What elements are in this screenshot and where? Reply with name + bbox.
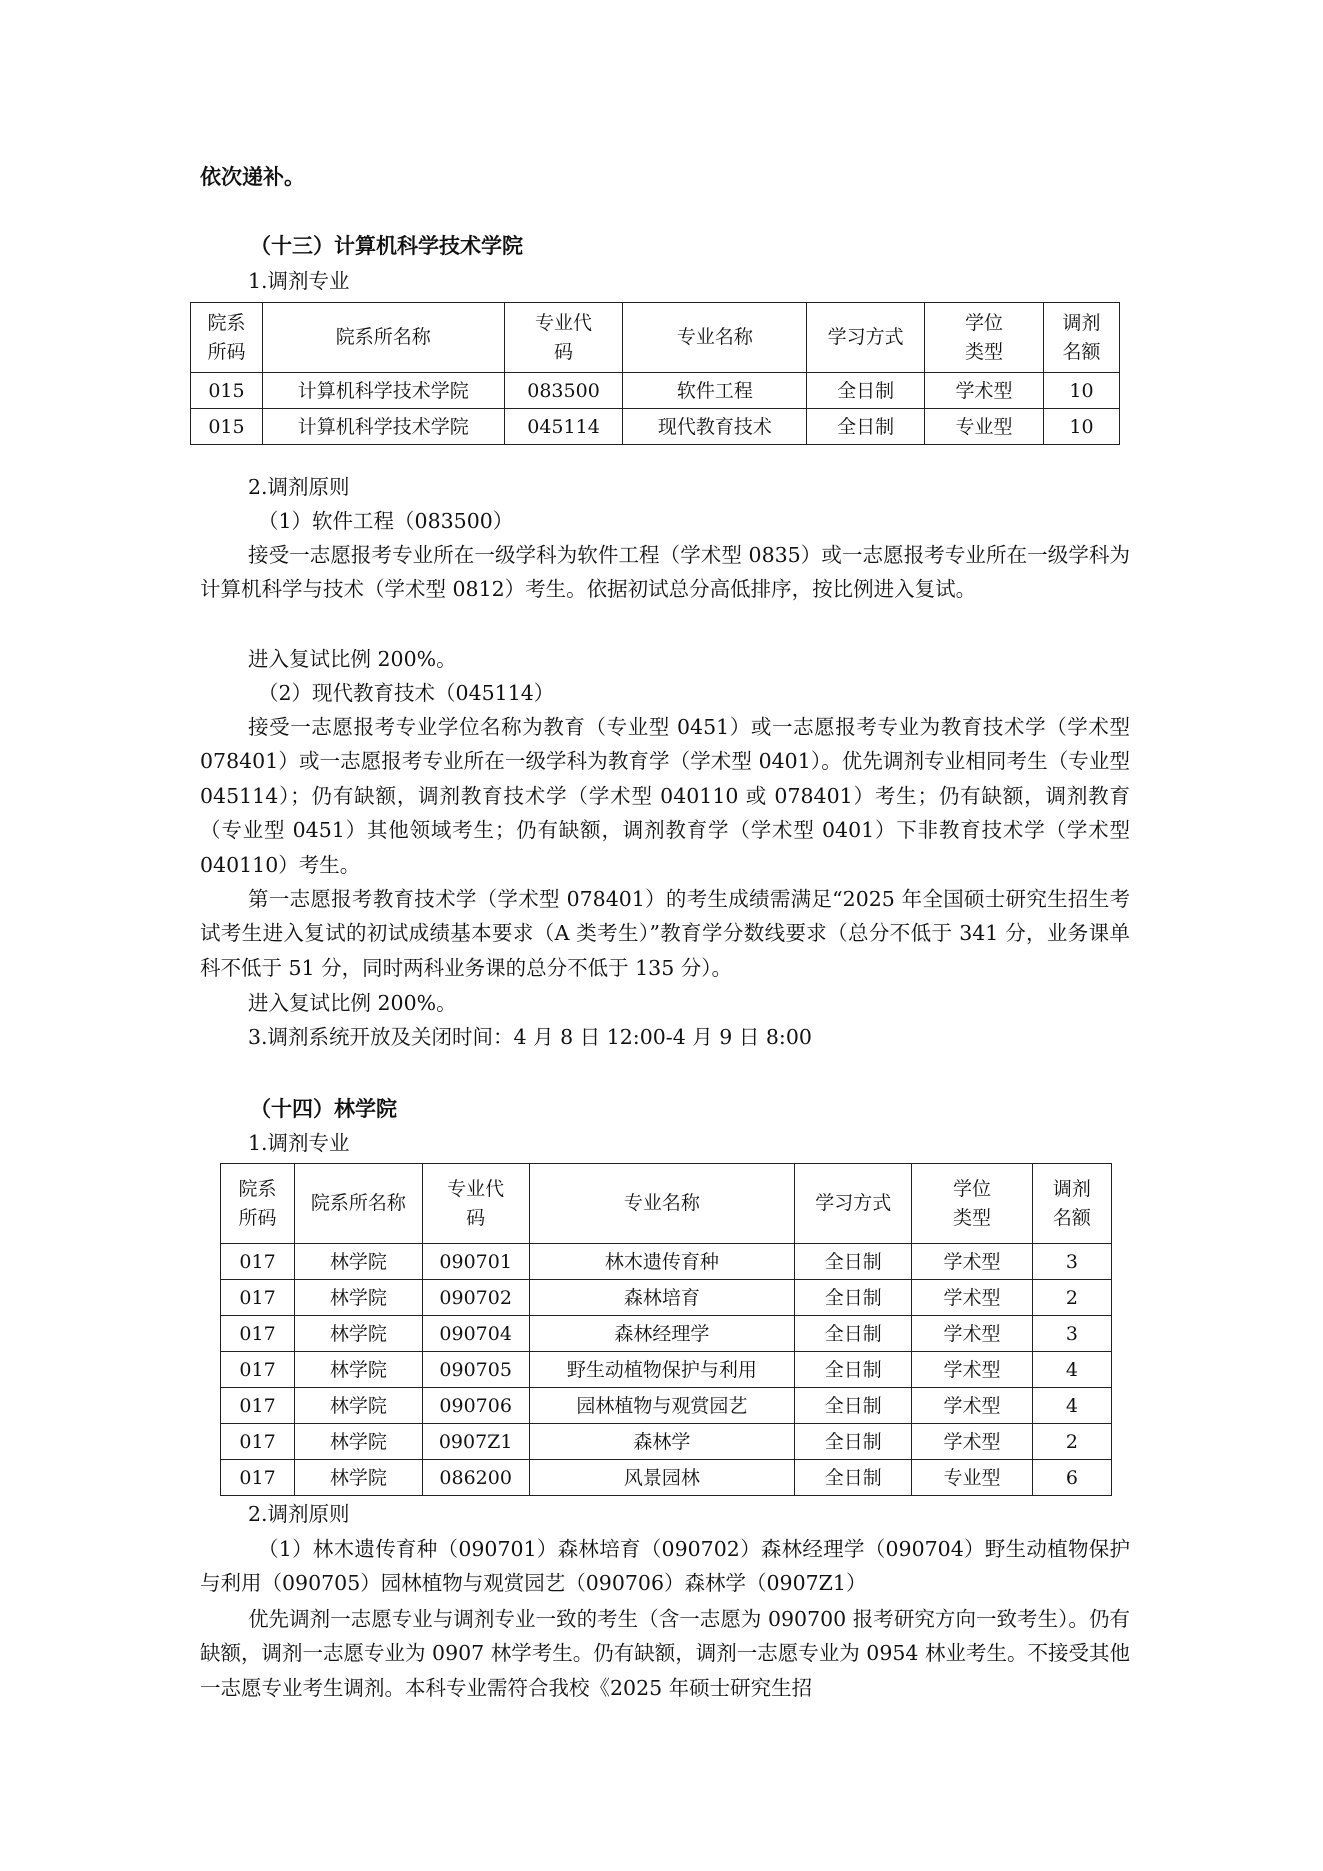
table-cell: 3 [1032, 1244, 1111, 1280]
header-cell: 学习方式 [795, 1164, 912, 1244]
header-cell: 学位类型 [912, 1164, 1032, 1244]
table-row [221, 1244, 1112, 1280]
intro-tail-text: 依次递补。 [200, 165, 305, 189]
table-cell: 10 [1043, 409, 1119, 445]
table-cell: 017 [221, 1316, 295, 1352]
table-cell: 森林学 [529, 1424, 794, 1460]
section-14-item1-paragraph: 优先调剂一志愿专业与调剂专业一致的考生（含一志愿为 090700 报考研究方向一致考生）。仍有缺额，调剂一志愿专业为 0907 林学考生。仍有缺额，调剂一志愿专业为 0954 林业考生。不接受其他一志愿专业考生调剂。本科专业需符合我校《2025 年硕士研究生招 [200, 1607, 1130, 1700]
table-cell: 090701 [422, 1244, 529, 1280]
header-cell: 专业名称 [529, 1164, 794, 1244]
table-row [221, 1352, 1112, 1388]
section-14-sub2: 2.调剂原则 [248, 1502, 350, 1526]
table-row [221, 1460, 1112, 1496]
section-14-item1-title: （1）林木遗传育种（090701）森林培育（090702）森林经理学（090704）野生动植物保护与利用（090705）园林植物与观赏园艺（090706）森林学（0907Z1） [200, 1537, 1130, 1596]
section-13-sub1: 1.调剂专业 [248, 269, 350, 293]
table-cell: 专业型 [925, 409, 1044, 445]
table-cell: 2 [1032, 1424, 1111, 1460]
table-cell: 风景园林 [529, 1460, 794, 1496]
section-13-item2-title: （2）现代教育技术（045114） [258, 681, 555, 705]
table-cell: 015 [191, 409, 263, 445]
table-cell: 全日制 [795, 1316, 912, 1352]
table-cell: 全日制 [807, 373, 925, 409]
section-13-item2-requirement: 第一志愿报考教育技术学（学术型 078401）的考生成绩需满足“2025 年全国硕士研究生招生考试考生进入复试的初试成绩基本要求（A 类考生）”教育学分数线要求（总分不低于 341 分，业务课单科不低于 51 分，同时两科业务课的总分不低于 135 分）。 [200, 887, 1130, 980]
table-cell: 林学院 [295, 1316, 423, 1352]
table-cell: 083500 [504, 373, 623, 409]
table-header-row [191, 303, 1120, 373]
table-cell: 017 [221, 1424, 295, 1460]
table-cell: 学术型 [912, 1424, 1032, 1460]
section-14-sub1: 1.调剂专业 [248, 1131, 350, 1155]
table-cell: 林学院 [295, 1388, 423, 1424]
table-cell: 017 [221, 1388, 295, 1424]
table-cell: 全日制 [795, 1424, 912, 1460]
header-cell: 调剂名额 [1032, 1164, 1111, 1244]
table-cell: 090706 [422, 1388, 529, 1424]
header-cell: 院系所名称 [295, 1164, 423, 1244]
table-row [221, 1280, 1112, 1316]
table-cell: 学术型 [912, 1244, 1032, 1280]
table-cell: 软件工程 [623, 373, 807, 409]
header-cell: 调剂名额 [1043, 303, 1119, 373]
section-13-item1-title: （1）软件工程（083500） [258, 509, 514, 533]
table-cell: 6 [1032, 1460, 1111, 1496]
table-cell: 学术型 [912, 1352, 1032, 1388]
table-cell: 林学院 [295, 1352, 423, 1388]
table-cell: 全日制 [795, 1460, 912, 1496]
table-cell: 全日制 [795, 1352, 912, 1388]
table-row [221, 1388, 1112, 1424]
table-cell: 学术型 [925, 373, 1044, 409]
table-cell: 全日制 [795, 1388, 912, 1424]
table-row [191, 409, 1120, 445]
table-cell: 017 [221, 1460, 295, 1496]
section-13-sub3: 3.调剂系统开放及关闭时间：4 月 8 日 12:00-4 月 9 日 8:00 [248, 1025, 812, 1049]
table-cell: 017 [221, 1280, 295, 1316]
table-row [191, 373, 1120, 409]
section-13-item1-paragraph: 接受一志愿报考专业所在一级学科为软件工程（学术型 0835）或一志愿报考专业所在一级学科为计算机科学与技术（学术型 0812）考生。依据初试总分高低排序，按比例进入复试。 [200, 543, 1130, 602]
table-row [221, 1424, 1112, 1460]
section-14-title: （十四）林学院 [250, 1097, 397, 1121]
table-cell: 017 [221, 1352, 295, 1388]
table-cell: 学术型 [912, 1388, 1032, 1424]
section-14-table [220, 1163, 1112, 1496]
table-cell: 计算机科学技术学院 [262, 409, 504, 445]
table-cell: 090702 [422, 1280, 529, 1316]
table-cell: 园林植物与观赏园艺 [529, 1388, 794, 1424]
section-13-item1-ratio: 进入复试比例 200%。 [248, 647, 457, 671]
header-cell: 专业代码 [504, 303, 623, 373]
table-cell: 全日制 [795, 1280, 912, 1316]
table-cell: 3 [1032, 1316, 1111, 1352]
table-cell: 现代教育技术 [623, 409, 807, 445]
table-cell: 学术型 [912, 1280, 1032, 1316]
table-cell: 全日制 [807, 409, 925, 445]
header-cell: 院系所名称 [262, 303, 504, 373]
header-cell: 学习方式 [807, 303, 925, 373]
table-header-row [221, 1164, 1112, 1244]
header-cell: 学位类型 [925, 303, 1044, 373]
table-cell: 学术型 [912, 1316, 1032, 1352]
table-cell: 0907Z1 [422, 1424, 529, 1460]
section-13-table [190, 302, 1120, 445]
table-cell: 045114 [504, 409, 623, 445]
table-cell: 2 [1032, 1280, 1111, 1316]
header-cell: 院系所码 [191, 303, 263, 373]
table-cell: 林学院 [295, 1460, 423, 1496]
table-cell: 090705 [422, 1352, 529, 1388]
header-cell: 专业代码 [422, 1164, 529, 1244]
section-13-sub2: 2.调剂原则 [248, 475, 350, 499]
table-cell: 计算机科学技术学院 [262, 373, 504, 409]
table-cell: 086200 [422, 1460, 529, 1496]
table-cell: 林学院 [295, 1424, 423, 1460]
header-cell: 专业名称 [623, 303, 807, 373]
section-13-item2-paragraph: 接受一志愿报考专业学位名称为教育（专业型 0451）或一志愿报考专业为教育技术学（学术型 078401）或一志愿报考专业所在一级学科为教育学（学术型 0401）。优先调剂专业相同考生（专业型 045114）；仍有缺额，调剂教育技术学（学术型 040110 或 078401）考生；仍有缺额，调剂教育（专业型 0451）其他领域考生；仍有缺额，调剂教育学（学术型 0401）下非教育技术学（学术型 040110）考生。 [200, 715, 1130, 877]
table-cell: 林木遗传育种 [529, 1244, 794, 1280]
header-cell: 院系所码 [221, 1164, 295, 1244]
table-cell: 森林经理学 [529, 1316, 794, 1352]
table-cell: 090704 [422, 1316, 529, 1352]
table-cell: 017 [221, 1244, 295, 1280]
table-row [221, 1316, 1112, 1352]
table-cell: 015 [191, 373, 263, 409]
table-cell: 专业型 [912, 1460, 1032, 1496]
table-cell: 林学院 [295, 1280, 423, 1316]
table-cell: 林学院 [295, 1244, 423, 1280]
table-cell: 4 [1032, 1388, 1111, 1424]
section-13-title: （十三）计算机科学技术学院 [250, 234, 523, 258]
table-cell: 野生动植物保护与利用 [529, 1352, 794, 1388]
table-cell: 全日制 [795, 1244, 912, 1280]
section-13-item2-ratio: 进入复试比例 200%。 [248, 991, 457, 1015]
table-cell: 森林培育 [529, 1280, 794, 1316]
table-cell: 4 [1032, 1352, 1111, 1388]
table-cell: 10 [1043, 373, 1119, 409]
